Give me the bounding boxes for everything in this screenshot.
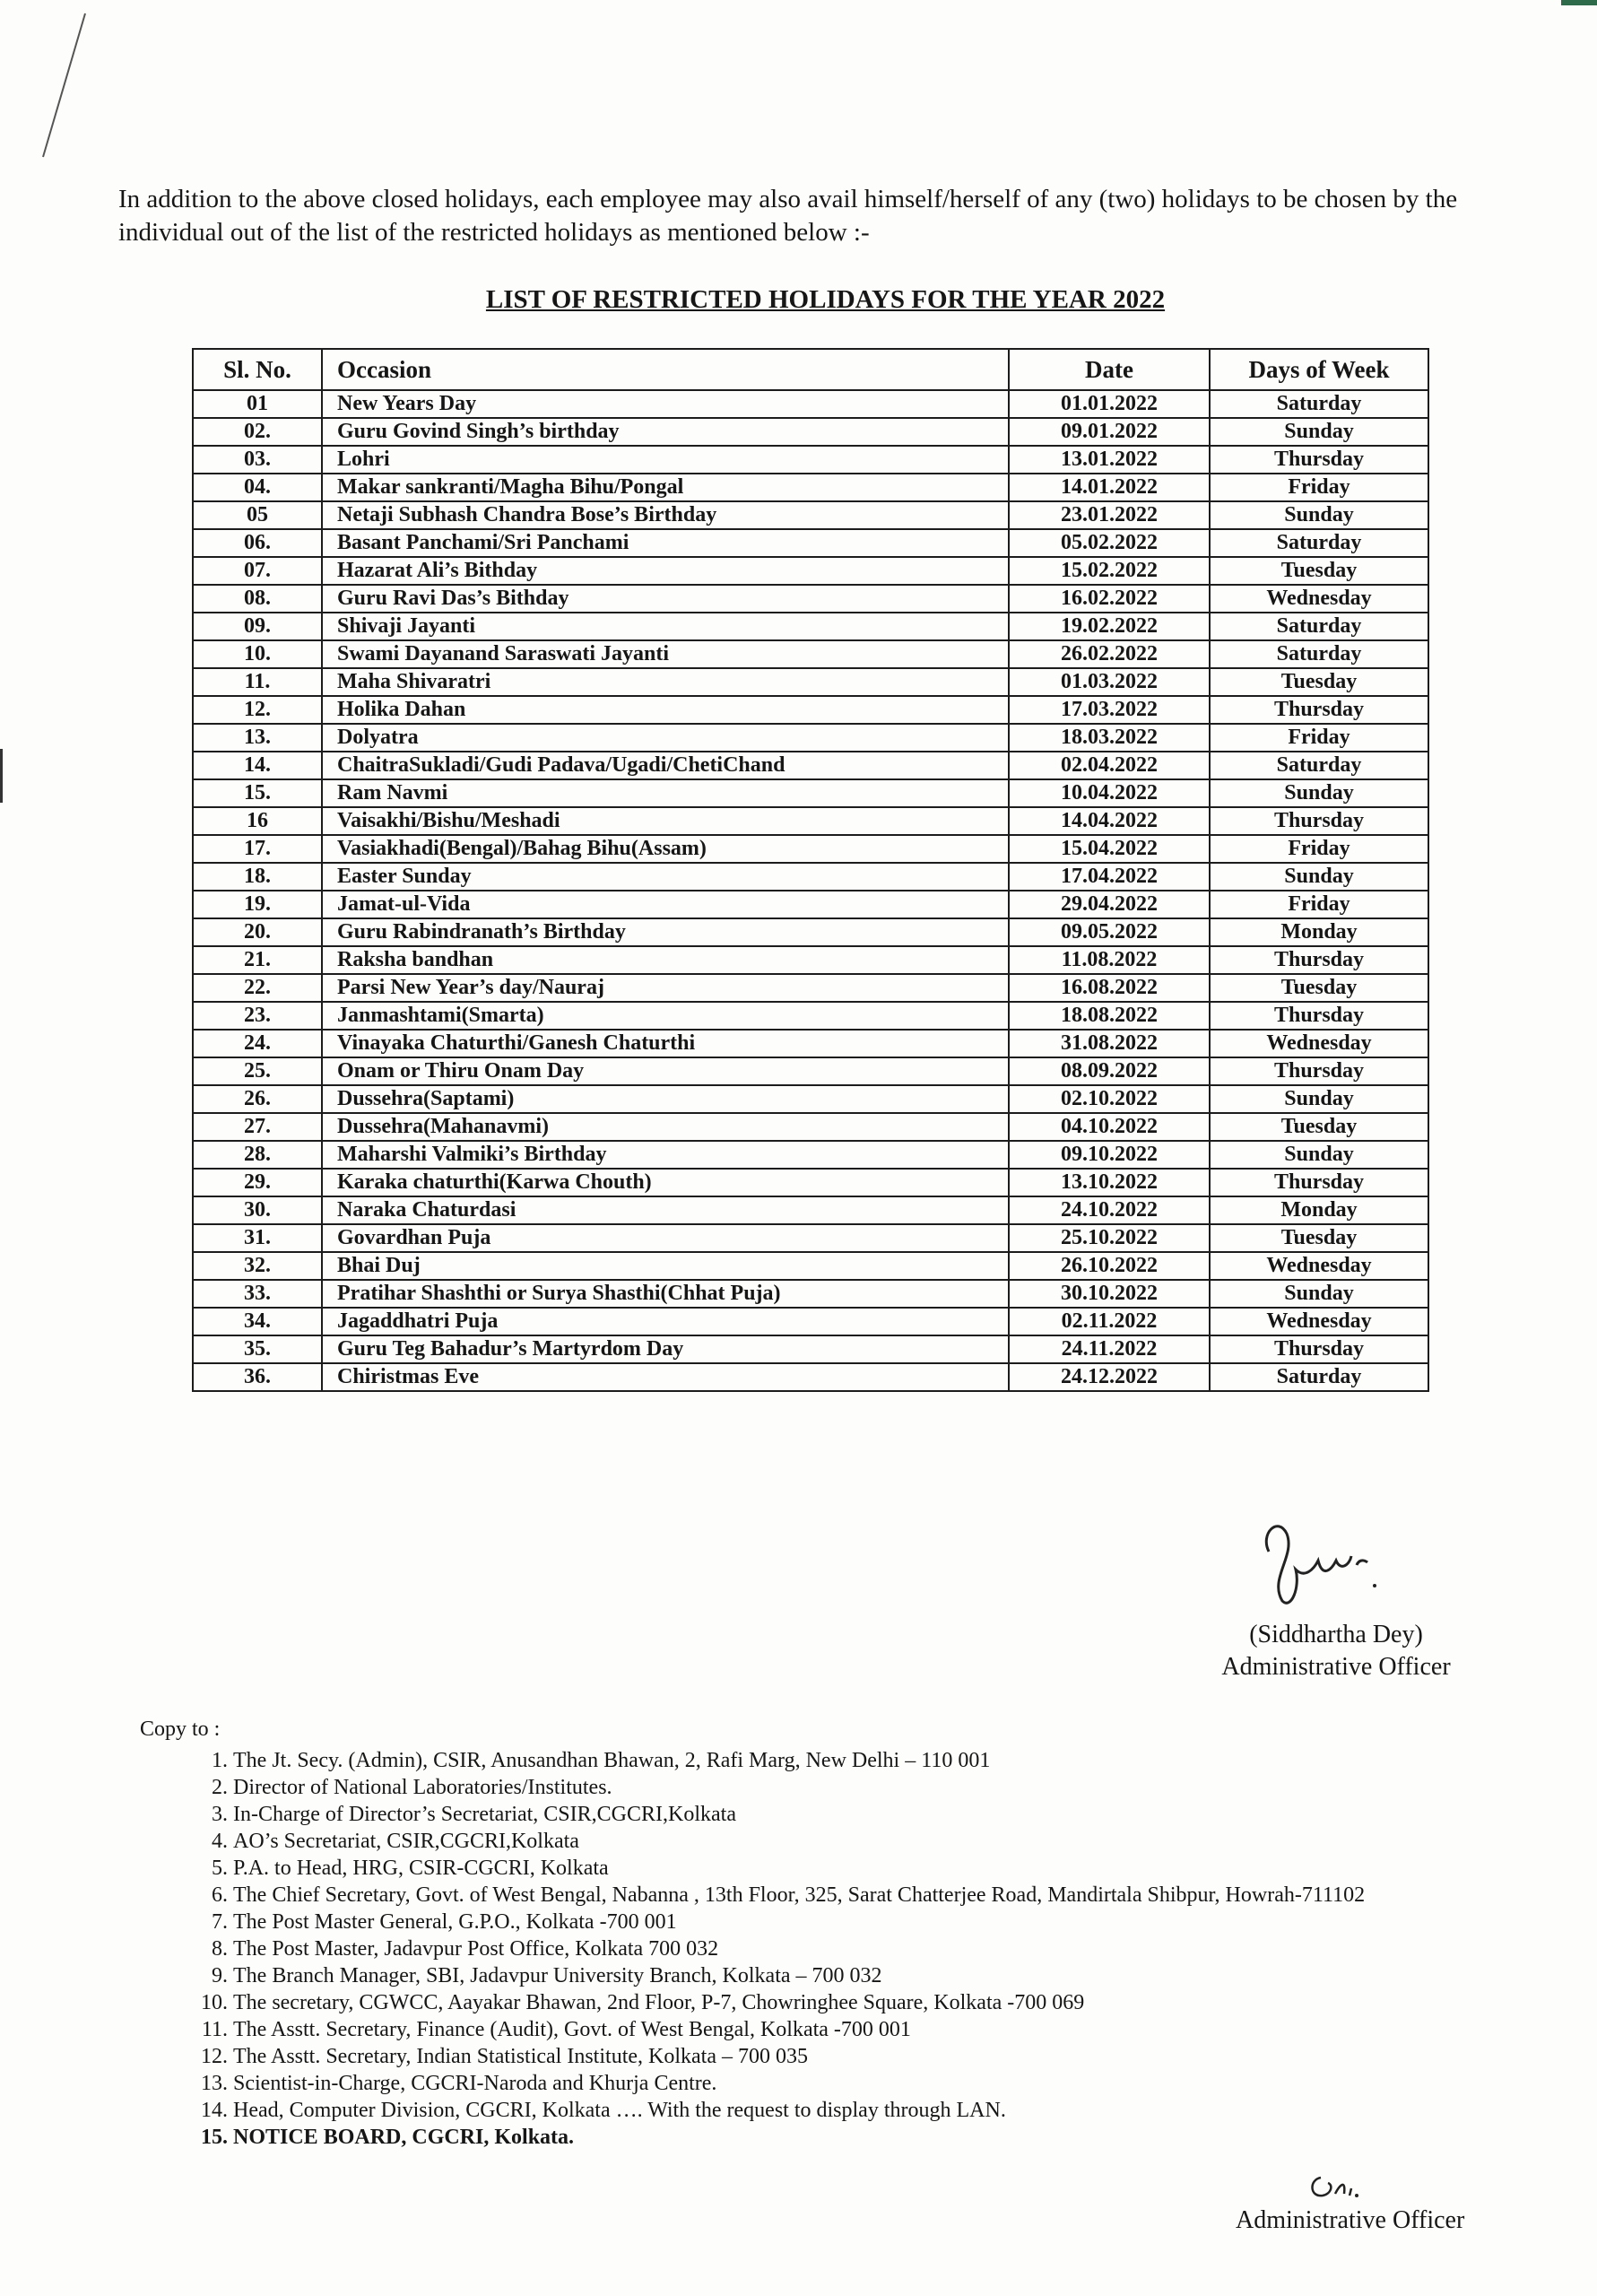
cell-sl-no: 21.	[193, 946, 322, 974]
cell-occasion: Dussehra(Mahanavmi)	[322, 1113, 1009, 1141]
scan-edge-mark	[0, 749, 3, 803]
cell-day-of-week: Wednesday	[1210, 585, 1428, 613]
table-row	[193, 585, 1428, 613]
cell-occasion: Janmashtami(Smarta)	[322, 1002, 1009, 1030]
copy-to-item: 6. The Chief Secretary, Govt. of West Bengal, Nabanna , 13th Floor, 325, Sarat Chatterjee Road, Mandirtala Shibpur, Howrah-711102	[233, 1882, 1542, 1909]
cell-sl-no: 13.	[193, 724, 322, 752]
cell-day-of-week: Saturday	[1210, 640, 1428, 668]
cell-day-of-week: Sunday	[1210, 863, 1428, 891]
cell-occasion: Basant Panchami/Sri Panchami	[322, 529, 1009, 557]
cell-date: 02.04.2022	[1009, 752, 1210, 779]
cell-occasion: Vinayaka Chaturthi/Ganesh Chaturthi	[322, 1030, 1009, 1057]
cell-day-of-week: Saturday	[1210, 390, 1428, 418]
cell-day-of-week: Thursday	[1210, 446, 1428, 474]
table-row	[193, 752, 1428, 779]
cell-date: 17.03.2022	[1009, 696, 1210, 724]
signatory-block	[1202, 1619, 1471, 1683]
table-row	[193, 640, 1428, 668]
cell-occasion: Guru Teg Bahadur’s Martyrdom Day	[322, 1335, 1009, 1363]
table-row	[193, 807, 1428, 835]
cell-day-of-week: Thursday	[1210, 946, 1428, 974]
cell-sl-no: 35.	[193, 1335, 322, 1363]
cell-date: 05.02.2022	[1009, 529, 1210, 557]
cell-day-of-week: Saturday	[1210, 752, 1428, 779]
cell-day-of-week: Thursday	[1210, 1002, 1428, 1030]
cell-occasion: Netaji Subhash Chandra Bose’s Birthday	[322, 501, 1009, 529]
cell-occasion: Jamat-ul-Vida	[322, 891, 1009, 918]
cell-day-of-week: Monday	[1210, 1196, 1428, 1224]
signature-mark	[1251, 1516, 1466, 1614]
cell-date: 15.04.2022	[1009, 835, 1210, 863]
cell-sl-no: 33.	[193, 1280, 322, 1308]
table-row	[193, 474, 1428, 501]
cell-date: 19.02.2022	[1009, 613, 1210, 640]
cell-day-of-week: Sunday	[1210, 501, 1428, 529]
table-row	[193, 724, 1428, 752]
table-row	[193, 1113, 1428, 1141]
cell-sl-no: 15.	[193, 779, 322, 807]
cell-occasion: Dolyatra	[322, 724, 1009, 752]
cell-date: 18.03.2022	[1009, 724, 1210, 752]
cell-occasion: Guru Govind Singh’s birthday	[322, 418, 1009, 446]
cell-day-of-week: Tuesday	[1210, 557, 1428, 585]
cell-sl-no: 26.	[193, 1085, 322, 1113]
copy-to-item: 3. In-Charge of Director’s Secretariat, CSIR,CGCRI,Kolkata	[233, 1801, 1542, 1828]
table-row	[193, 696, 1428, 724]
cell-occasion: Shivaji Jayanti	[322, 613, 1009, 640]
cell-sl-no: 11.	[193, 668, 322, 696]
table-row	[193, 1141, 1428, 1169]
cell-day-of-week: Monday	[1210, 918, 1428, 946]
cell-date: 01.03.2022	[1009, 668, 1210, 696]
cell-date: 09.10.2022	[1009, 1141, 1210, 1169]
cell-occasion: Swami Dayanand Saraswati Jayanti	[322, 640, 1009, 668]
cell-sl-no: 04.	[193, 474, 322, 501]
header-day-of-week: Days of Week	[1210, 349, 1428, 390]
cell-date: 13.10.2022	[1009, 1169, 1210, 1196]
cell-date: 29.04.2022	[1009, 891, 1210, 918]
copy-to-item: 15. NOTICE BOARD, CGCRI, Kolkata.	[233, 2124, 1542, 2151]
copy-to-item: 14. Head, Computer Division, CGCRI, Kolkata …. With the request to display through LAN.	[233, 2097, 1542, 2124]
cell-sl-no: 31.	[193, 1224, 322, 1252]
copy-to-item: 4. AO’s Secretariat, CSIR,CGCRI,Kolkata	[233, 1828, 1542, 1855]
cell-occasion: Dussehra(Saptami)	[322, 1085, 1009, 1113]
cell-sl-no: 05	[193, 501, 322, 529]
cell-occasion: Vaisakhi/Bishu/Meshadi	[322, 807, 1009, 835]
cell-date: 09.01.2022	[1009, 418, 1210, 446]
cell-day-of-week: Thursday	[1210, 696, 1428, 724]
cell-sl-no: 36.	[193, 1363, 322, 1391]
cell-sl-no: 03.	[193, 446, 322, 474]
cell-sl-no: 19.	[193, 891, 322, 918]
cell-sl-no: 23.	[193, 1002, 322, 1030]
cell-day-of-week: Sunday	[1210, 1085, 1428, 1113]
cell-occasion: Easter Sunday	[322, 863, 1009, 891]
table-row	[193, 1030, 1428, 1057]
cell-day-of-week: Friday	[1210, 724, 1428, 752]
copy-to-item: 9. The Branch Manager, SBI, Jadavpur University Branch, Kolkata – 700 032	[233, 1962, 1542, 1989]
cell-day-of-week: Thursday	[1210, 1057, 1428, 1085]
copy-to-item: 1. The Jt. Secy. (Admin), CSIR, Anusandhan Bhawan, 2, Rafi Marg, New Delhi – 110 001	[233, 1747, 1542, 1774]
copy-to-item: 2. Director of National Laboratories/Institutes.	[233, 1774, 1542, 1801]
table-row	[193, 1196, 1428, 1224]
table-row	[193, 501, 1428, 529]
scan-corner-mark	[1561, 0, 1597, 5]
cell-sl-no: 08.	[193, 585, 322, 613]
cell-occasion: Pratihar Shashthi or Surya Shasthi(Chhat Puja)	[322, 1280, 1009, 1308]
cell-date: 26.10.2022	[1009, 1252, 1210, 1280]
cell-occasion: ChaitraSukladi/Gudi Padava/Ugadi/ChetiChand	[322, 752, 1009, 779]
cell-day-of-week: Sunday	[1210, 1141, 1428, 1169]
cell-day-of-week: Sunday	[1210, 779, 1428, 807]
cell-date: 30.10.2022	[1009, 1280, 1210, 1308]
table-row	[193, 1335, 1428, 1363]
table-row	[193, 779, 1428, 807]
cell-date: 08.09.2022	[1009, 1057, 1210, 1085]
cell-occasion: Guru Rabindranath’s Birthday	[322, 918, 1009, 946]
cell-date: 11.08.2022	[1009, 946, 1210, 974]
table-row	[193, 1280, 1428, 1308]
copy-to-label: Copy to :	[140, 1718, 221, 1741]
table-body	[193, 390, 1428, 1391]
cell-date: 02.10.2022	[1009, 1085, 1210, 1113]
cell-occasion: Govardhan Puja	[322, 1224, 1009, 1252]
initials-mark	[1305, 2169, 1367, 2205]
cell-date: 14.04.2022	[1009, 807, 1210, 835]
cell-occasion: Maharshi Valmiki’s Birthday	[322, 1141, 1009, 1169]
copy-to-list	[179, 1747, 1542, 2151]
cell-sl-no: 16	[193, 807, 322, 835]
cell-date: 24.10.2022	[1009, 1196, 1210, 1224]
copy-to-item: 12. The Asstt. Secretary, Indian Statistical Institute, Kolkata – 700 035	[233, 2043, 1542, 2070]
cell-sl-no: 06.	[193, 529, 322, 557]
table-row	[193, 1224, 1428, 1252]
scan-stroke-mark	[36, 9, 90, 161]
cell-sl-no: 18.	[193, 863, 322, 891]
table-row	[193, 446, 1428, 474]
table-row	[193, 891, 1428, 918]
cell-sl-no: 27.	[193, 1113, 322, 1141]
cell-sl-no: 10.	[193, 640, 322, 668]
cell-sl-no: 09.	[193, 613, 322, 640]
cell-date: 01.01.2022	[1009, 390, 1210, 418]
cell-date: 14.01.2022	[1009, 474, 1210, 501]
restricted-holidays-table	[192, 348, 1429, 1392]
cell-day-of-week: Saturday	[1210, 529, 1428, 557]
cell-day-of-week: Tuesday	[1210, 974, 1428, 1002]
cell-date: 17.04.2022	[1009, 863, 1210, 891]
cell-day-of-week: Friday	[1210, 835, 1428, 863]
cell-date: 15.02.2022	[1009, 557, 1210, 585]
cell-sl-no: 01	[193, 390, 322, 418]
cell-day-of-week: Tuesday	[1210, 1224, 1428, 1252]
header-sl-no: Sl. No.	[193, 349, 322, 390]
cell-day-of-week: Wednesday	[1210, 1252, 1428, 1280]
cell-occasion: New Years Day	[322, 390, 1009, 418]
table-header-row	[193, 349, 1428, 390]
cell-day-of-week: Sunday	[1210, 1280, 1428, 1308]
cell-day-of-week: Tuesday	[1210, 668, 1428, 696]
cell-occasion: Bhai Duj	[322, 1252, 1009, 1280]
table-row	[193, 946, 1428, 974]
intro-paragraph: In addition to the above closed holidays, each employee may also avail himself/herself of any (two) holidays to be chosen by the individual out of the list of the restricted holidays as mentioned below :-	[118, 185, 1458, 247]
cell-date: 09.05.2022	[1009, 918, 1210, 946]
cell-occasion: Makar sankranti/Magha Bihu/Pongal	[322, 474, 1009, 501]
header-occasion: Occasion	[322, 349, 1009, 390]
cell-date: 13.01.2022	[1009, 446, 1210, 474]
cell-date: 23.01.2022	[1009, 501, 1210, 529]
table-row	[193, 835, 1428, 863]
cell-date: 26.02.2022	[1009, 640, 1210, 668]
table-row	[193, 1085, 1428, 1113]
footer-officer-title: Administrative Officer	[1236, 2206, 1465, 2234]
table-row	[193, 1169, 1428, 1196]
table-row	[193, 557, 1428, 585]
cell-date: 16.02.2022	[1009, 585, 1210, 613]
cell-occasion: Maha Shivaratri	[322, 668, 1009, 696]
cell-date: 02.11.2022	[1009, 1308, 1210, 1335]
cell-sl-no: 25.	[193, 1057, 322, 1085]
cell-sl-no: 14.	[193, 752, 322, 779]
table-row	[193, 1002, 1428, 1030]
cell-day-of-week: Friday	[1210, 891, 1428, 918]
cell-date: 10.04.2022	[1009, 779, 1210, 807]
signatory-name: (Siddhartha Dey)	[1249, 1621, 1423, 1648]
cell-day-of-week: Friday	[1210, 474, 1428, 501]
cell-date: 18.08.2022	[1009, 1002, 1210, 1030]
cell-occasion: Chiristmas Eve	[322, 1363, 1009, 1391]
copy-to-item: 10. The secretary, CGWCC, Aayakar Bhawan, 2nd Floor, P-7, Chowringhee Square, Kolkata -700 069	[233, 1989, 1542, 2016]
cell-occasion: Vasiakhadi(Bengal)/Bahag Bihu(Assam)	[322, 835, 1009, 863]
cell-date: 24.11.2022	[1009, 1335, 1210, 1363]
cell-day-of-week: Thursday	[1210, 807, 1428, 835]
cell-sl-no: 34.	[193, 1308, 322, 1335]
copy-to-item: 8. The Post Master, Jadavpur Post Office, Kolkata 700 032	[233, 1935, 1542, 1962]
cell-sl-no: 28.	[193, 1141, 322, 1169]
cell-date: 31.08.2022	[1009, 1030, 1210, 1057]
table-row	[193, 418, 1428, 446]
cell-sl-no: 12.	[193, 696, 322, 724]
cell-occasion: Holika Dahan	[322, 696, 1009, 724]
cell-day-of-week: Wednesday	[1210, 1030, 1428, 1057]
cell-sl-no: 32.	[193, 1252, 322, 1280]
cell-sl-no: 29.	[193, 1169, 322, 1196]
table-row	[193, 390, 1428, 418]
cell-occasion: Raksha bandhan	[322, 946, 1009, 974]
cell-sl-no: 22.	[193, 974, 322, 1002]
cell-sl-no: 02.	[193, 418, 322, 446]
list-heading: LIST OF RESTRICTED HOLIDAYS FOR THE YEAR 2022	[485, 285, 1166, 314]
copy-to-item: 11. The Asstt. Secretary, Finance (Audit), Govt. of West Bengal, Kolkata -700 001	[233, 2016, 1542, 2043]
cell-day-of-week: Saturday	[1210, 613, 1428, 640]
cell-occasion: Karaka chaturthi(Karwa Chouth)	[322, 1169, 1009, 1196]
cell-day-of-week: Thursday	[1210, 1169, 1428, 1196]
cell-occasion: Onam or Thiru Onam Day	[322, 1057, 1009, 1085]
cell-day-of-week: Saturday	[1210, 1363, 1428, 1391]
cell-occasion: Guru Ravi Das’s Bithday	[322, 585, 1009, 613]
signatory-title: Administrative Officer	[1221, 1653, 1451, 1681]
cell-sl-no: 17.	[193, 835, 322, 863]
cell-day-of-week: Tuesday	[1210, 1113, 1428, 1141]
cell-occasion: Lohri	[322, 446, 1009, 474]
cell-occasion: Jagaddhatri Puja	[322, 1308, 1009, 1335]
cell-sl-no: 07.	[193, 557, 322, 585]
table-row	[193, 863, 1428, 891]
table-row	[193, 974, 1428, 1002]
table-row	[193, 1308, 1428, 1335]
table-row	[193, 1363, 1428, 1391]
copy-to-item: 13. Scientist-in-Charge, CGCRI-Naroda and Khurja Centre.	[233, 2070, 1542, 2097]
table-row	[193, 529, 1428, 557]
cell-date: 24.12.2022	[1009, 1363, 1210, 1391]
table-row	[193, 918, 1428, 946]
cell-day-of-week: Sunday	[1210, 418, 1428, 446]
cell-occasion: Naraka Chaturdasi	[322, 1196, 1009, 1224]
table-row	[193, 668, 1428, 696]
table-row	[193, 1252, 1428, 1280]
cell-day-of-week: Wednesday	[1210, 1308, 1428, 1335]
cell-occasion: Ram Navmi	[322, 779, 1009, 807]
cell-sl-no: 20.	[193, 918, 322, 946]
cell-sl-no: 30.	[193, 1196, 322, 1224]
cell-occasion: Parsi New Year’s day/Nauraj	[322, 974, 1009, 1002]
table-row	[193, 613, 1428, 640]
cell-date: 04.10.2022	[1009, 1113, 1210, 1141]
copy-to-item: 7. The Post Master General, G.P.O., Kolkata -700 001	[233, 1909, 1542, 1935]
copy-to-item: 5. P.A. to Head, HRG, CSIR-CGCRI, Kolkata	[233, 1855, 1542, 1882]
cell-date: 25.10.2022	[1009, 1224, 1210, 1252]
cell-day-of-week: Thursday	[1210, 1335, 1428, 1363]
table-row	[193, 1057, 1428, 1085]
cell-date: 16.08.2022	[1009, 974, 1210, 1002]
header-date: Date	[1009, 349, 1210, 390]
cell-occasion: Hazarat Ali’s Bithday	[322, 557, 1009, 585]
cell-sl-no: 24.	[193, 1030, 322, 1057]
